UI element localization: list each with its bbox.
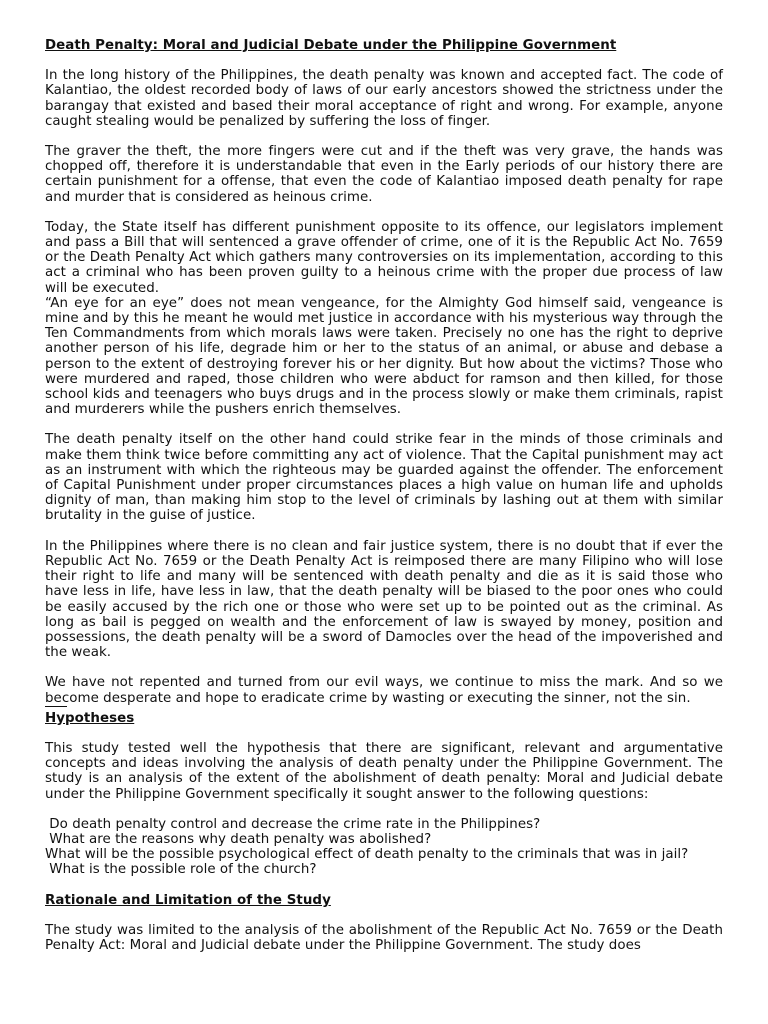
paragraph-graver-theft: The graver the theft, the more fingers were cut and if the theft was very grave, the hands was chopped off, therefore it is understandable that even in the Early periods of our history there are certain punishment for a offense, that even the code of Kalantiao imposed death penalty for rape and murder that is considered as heinous crime. (45, 144, 723, 205)
research-question: Do death penalty control and decrease the crime rate in the Philippines? (45, 816, 541, 832)
research-question: What will be the possible psychological effect of death penalty to the criminals that was in jail? (45, 847, 689, 863)
rationale-body: The study was limited to the analysis of the abolishment of the Republic Act No. 7659 or the Death Penalty Act: Moral and Judicial debate under the Philippine Government. The study does (45, 922, 723, 953)
document-title: Death Penalty: Moral and Judicial Debate under the Philippine Government (45, 38, 617, 53)
paragraph-kalantiao-history: In the long history of the Philippines, the death penalty was known and accepted fact. The code of Kalantiao, the oldest recorded body of laws of our early ancestors showed the strictness under the barangay that existed and based their moral acceptance of right and wrong. For example, anyone caught stealing would be penalized by suffering the loss of finger. (45, 68, 723, 129)
paragraph-repentance: We have not repented and turned from our evil ways, we continue to miss the mark. And so we become desperate and hope to eradicate crime by wasting or executing the sinner, not the sin. (45, 675, 723, 706)
paragraph-justice-system: In the Philippines where there is no clean and fair justice system, there is no doubt that if ever the Republic Act No. 7659 or the Death Penalty Act is reimposed there are many Filipino who will lose their right to life and many will be sentenced with death penalty and die as it is said those who have less in life, have less in law, that the death penalty will be biased to the poor ones who could be easily accused by the rich one or those who were set up to be pointed out as the criminal. As long as bail is pegged on wealth and the enforcement of law is swayed by money, position and possessions, the death penalty will be a sword of Damocles over the head of the impoverished and the weak. (45, 538, 723, 661)
paragraph-eye-for-an-eye: “An eye for an eye” does not mean vengeance, for the Almighty God himself said, vengeance is mine and by this he meant he would met justice in accordance with his mysterious way through the Ten Commandments from which morals laws were taken. Precisely no one has the right to deprive another person of his life, degrade him or her to the status of an animal, or abuse and debase a person to the extent of destroying forever his or her dignity. But how about the victims? Those who were murdered and raped, those children who were abduct for ramson and then killed, for those school kids and teenagers who buys drugs and in the process slowly or make them criminals, rapist and murderers while the pushers enrich themselves. (45, 295, 723, 418)
hypotheses-body: This study tested well the hypothesis that there are significant, relevant and argumentative concepts and ideas involving the analysis of death penalty under the Philippine Government. The study is an analysis of the extent of the abolishment of death penalty: Moral and Judicial debate under the Philippine Government specifically it sought answer to the following questions: (45, 740, 723, 802)
paragraph-deterrence: The death penalty itself on the other hand could strike fear in the minds of those criminals and make them think twice before committing any act of violence. That the Capital punishment may act as an instrument with which the righteous may be guarded against the offender. The enforcement of Capital Punishment under proper circumstances places a high value on human life and upholds dignity of man, than making him stop to the level of criminals by lashing out at them with similar brutality in the guise of justice. (45, 432, 723, 524)
section-divider (45, 706, 67, 707)
research-question: What is the possible role of the church? (45, 862, 317, 878)
research-questions-list (45, 817, 723, 878)
research-question: What are the reasons why death penalty was abolished? (45, 831, 432, 847)
document-page (45, 38, 723, 968)
rationale-heading: Rationale and Limitation of the Study (45, 892, 331, 908)
paragraph-republic-act: Today, the State itself has different punishment opposite to its offence, our legislators implement and pass a Bill that will sentenced a grave offender of crime, one of it is the Republic Act No. 7659 or the Death Penalty Act which gathers many controversies on its implementation, according to this act a criminal who has been proven guilty to a heinous crime with the proper due process of law will be executed. (45, 219, 723, 296)
hypotheses-heading: Hypotheses (45, 710, 135, 726)
